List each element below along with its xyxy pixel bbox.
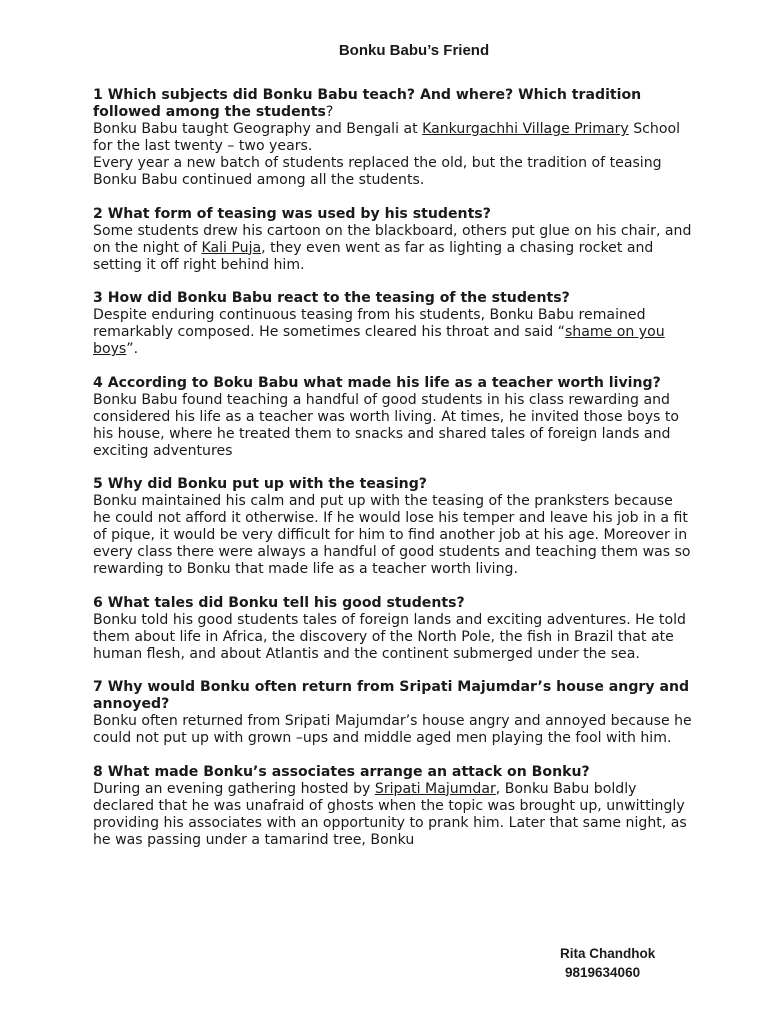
qa-item-5 bbox=[93, 476, 693, 578]
signature-phone: 9819634060 bbox=[565, 965, 641, 980]
answer-1-paragraph-2: Every year a new batch of students replaced the old, but the tradition of teasing Bonku Babu continued among all the students. bbox=[93, 155, 662, 188]
question-7: 7 Why would Bonku often return from Sripati Majumdar’s house angry and annoyed? bbox=[93, 679, 690, 712]
qa-item-6 bbox=[93, 595, 693, 663]
answer-4: Bonku Babu found teaching a handful of good students in his class rewarding and considered his life as a teacher was worth living. At times, he invited those boys to his house, where he treated them to snacks and shared tales of foreign lands and exciting adventures bbox=[93, 391, 680, 459]
answer-2 bbox=[93, 223, 693, 274]
answer-8 bbox=[93, 781, 693, 849]
answer-2-underlined: Kali Puja bbox=[201, 239, 262, 256]
qa-content bbox=[93, 87, 693, 865]
answer-1-underlined: Kankurgachhi Village Primary bbox=[422, 121, 629, 137]
question-1-text: 1 Which subjects did Bonku Babu teach? And where? Which tradition followed among the students bbox=[93, 87, 642, 120]
question-8: 8 What made Bonku’s associates arrange an attack on Bonku? bbox=[93, 763, 590, 780]
question-2: 2 What form of teasing was used by his students? bbox=[93, 205, 491, 222]
answer-2-text-after: , they even went as far as lighting a chasing rocket and setting it off right behind him. bbox=[93, 239, 654, 273]
answer-3-text: Despite enduring continuous teasing from his students, Bonku Babu remained remarkably composed. He sometimes cleared his throat and said “ bbox=[93, 307, 646, 340]
answer-1 bbox=[93, 121, 693, 155]
signature-block bbox=[560, 944, 655, 982]
answer-5: Bonku maintained his calm and put up with the teasing of the pranksters because he could not afford it otherwise. If he would lose his temper and leave his job in a fit of pique, it would be very difficult for him to find another job at his age. Moreover in every class there were always a handful of good students and teaching them was so rewarding to Bonku that made life as a teacher worth living. bbox=[93, 493, 691, 577]
question-4: 4 According to Boku Babu what made his life as a teacher worth living? bbox=[93, 374, 661, 391]
document-title: Bonku Babu’s Friend bbox=[338, 42, 490, 59]
answer-1-text-after: School for the last twenty – two years. bbox=[93, 121, 681, 154]
answer-3 bbox=[93, 307, 693, 358]
answer-3-underlined: shame on you boys bbox=[93, 324, 665, 357]
answer-7: Bonku often returned from Sripati Majumdar’s house angry and annoyed because he could not put up with grown –ups and middle aged men playing the fool with him. bbox=[93, 713, 692, 746]
answer-8-underlined: Sripati Majumdar bbox=[374, 780, 496, 797]
question-1 bbox=[93, 87, 693, 121]
qa-item-3 bbox=[93, 290, 693, 358]
answer-8-text: During an evening gathering hosted by bbox=[93, 780, 375, 797]
answer-2-text: Some students drew his cartoon on the blackboard, others put glue on his chair, and on the night of bbox=[93, 222, 692, 256]
qa-item-7 bbox=[93, 679, 693, 747]
question-3: 3 How did Bonku Babu react to the teasing of the students? bbox=[93, 290, 570, 306]
answer-6: Bonku told his good students tales of foreign lands and exciting adventures. He told them about life in Africa, the discovery of the North Pole, the fish in Brazil that ate human flesh, and about Atlantis and the continent submerged under the sea. bbox=[93, 611, 686, 662]
qa-item-4 bbox=[93, 375, 693, 460]
question-1-tail: ? bbox=[325, 104, 334, 120]
qa-item-2 bbox=[93, 206, 693, 274]
qa-item-1 bbox=[93, 87, 693, 189]
answer-3-text-after: ”. bbox=[126, 341, 139, 357]
signature-name: Rita Chandhok bbox=[560, 946, 656, 961]
qa-item-8 bbox=[93, 764, 693, 849]
question-6: 6 What tales did Bonku tell his good students? bbox=[93, 594, 465, 611]
answer-8-text-after: , Bonku Babu boldly declared that he was unafraid of ghosts when the topic was brought up, unwittingly providing his associates with an opportunity to prank him. Later that same night, as he was passing under a tamarind tree, Bonku bbox=[93, 780, 687, 848]
answer-1-text: Bonku Babu taught Geography and Bengali at bbox=[93, 121, 423, 137]
question-5: 5 Why did Bonku put up with the teasing? bbox=[93, 476, 427, 492]
